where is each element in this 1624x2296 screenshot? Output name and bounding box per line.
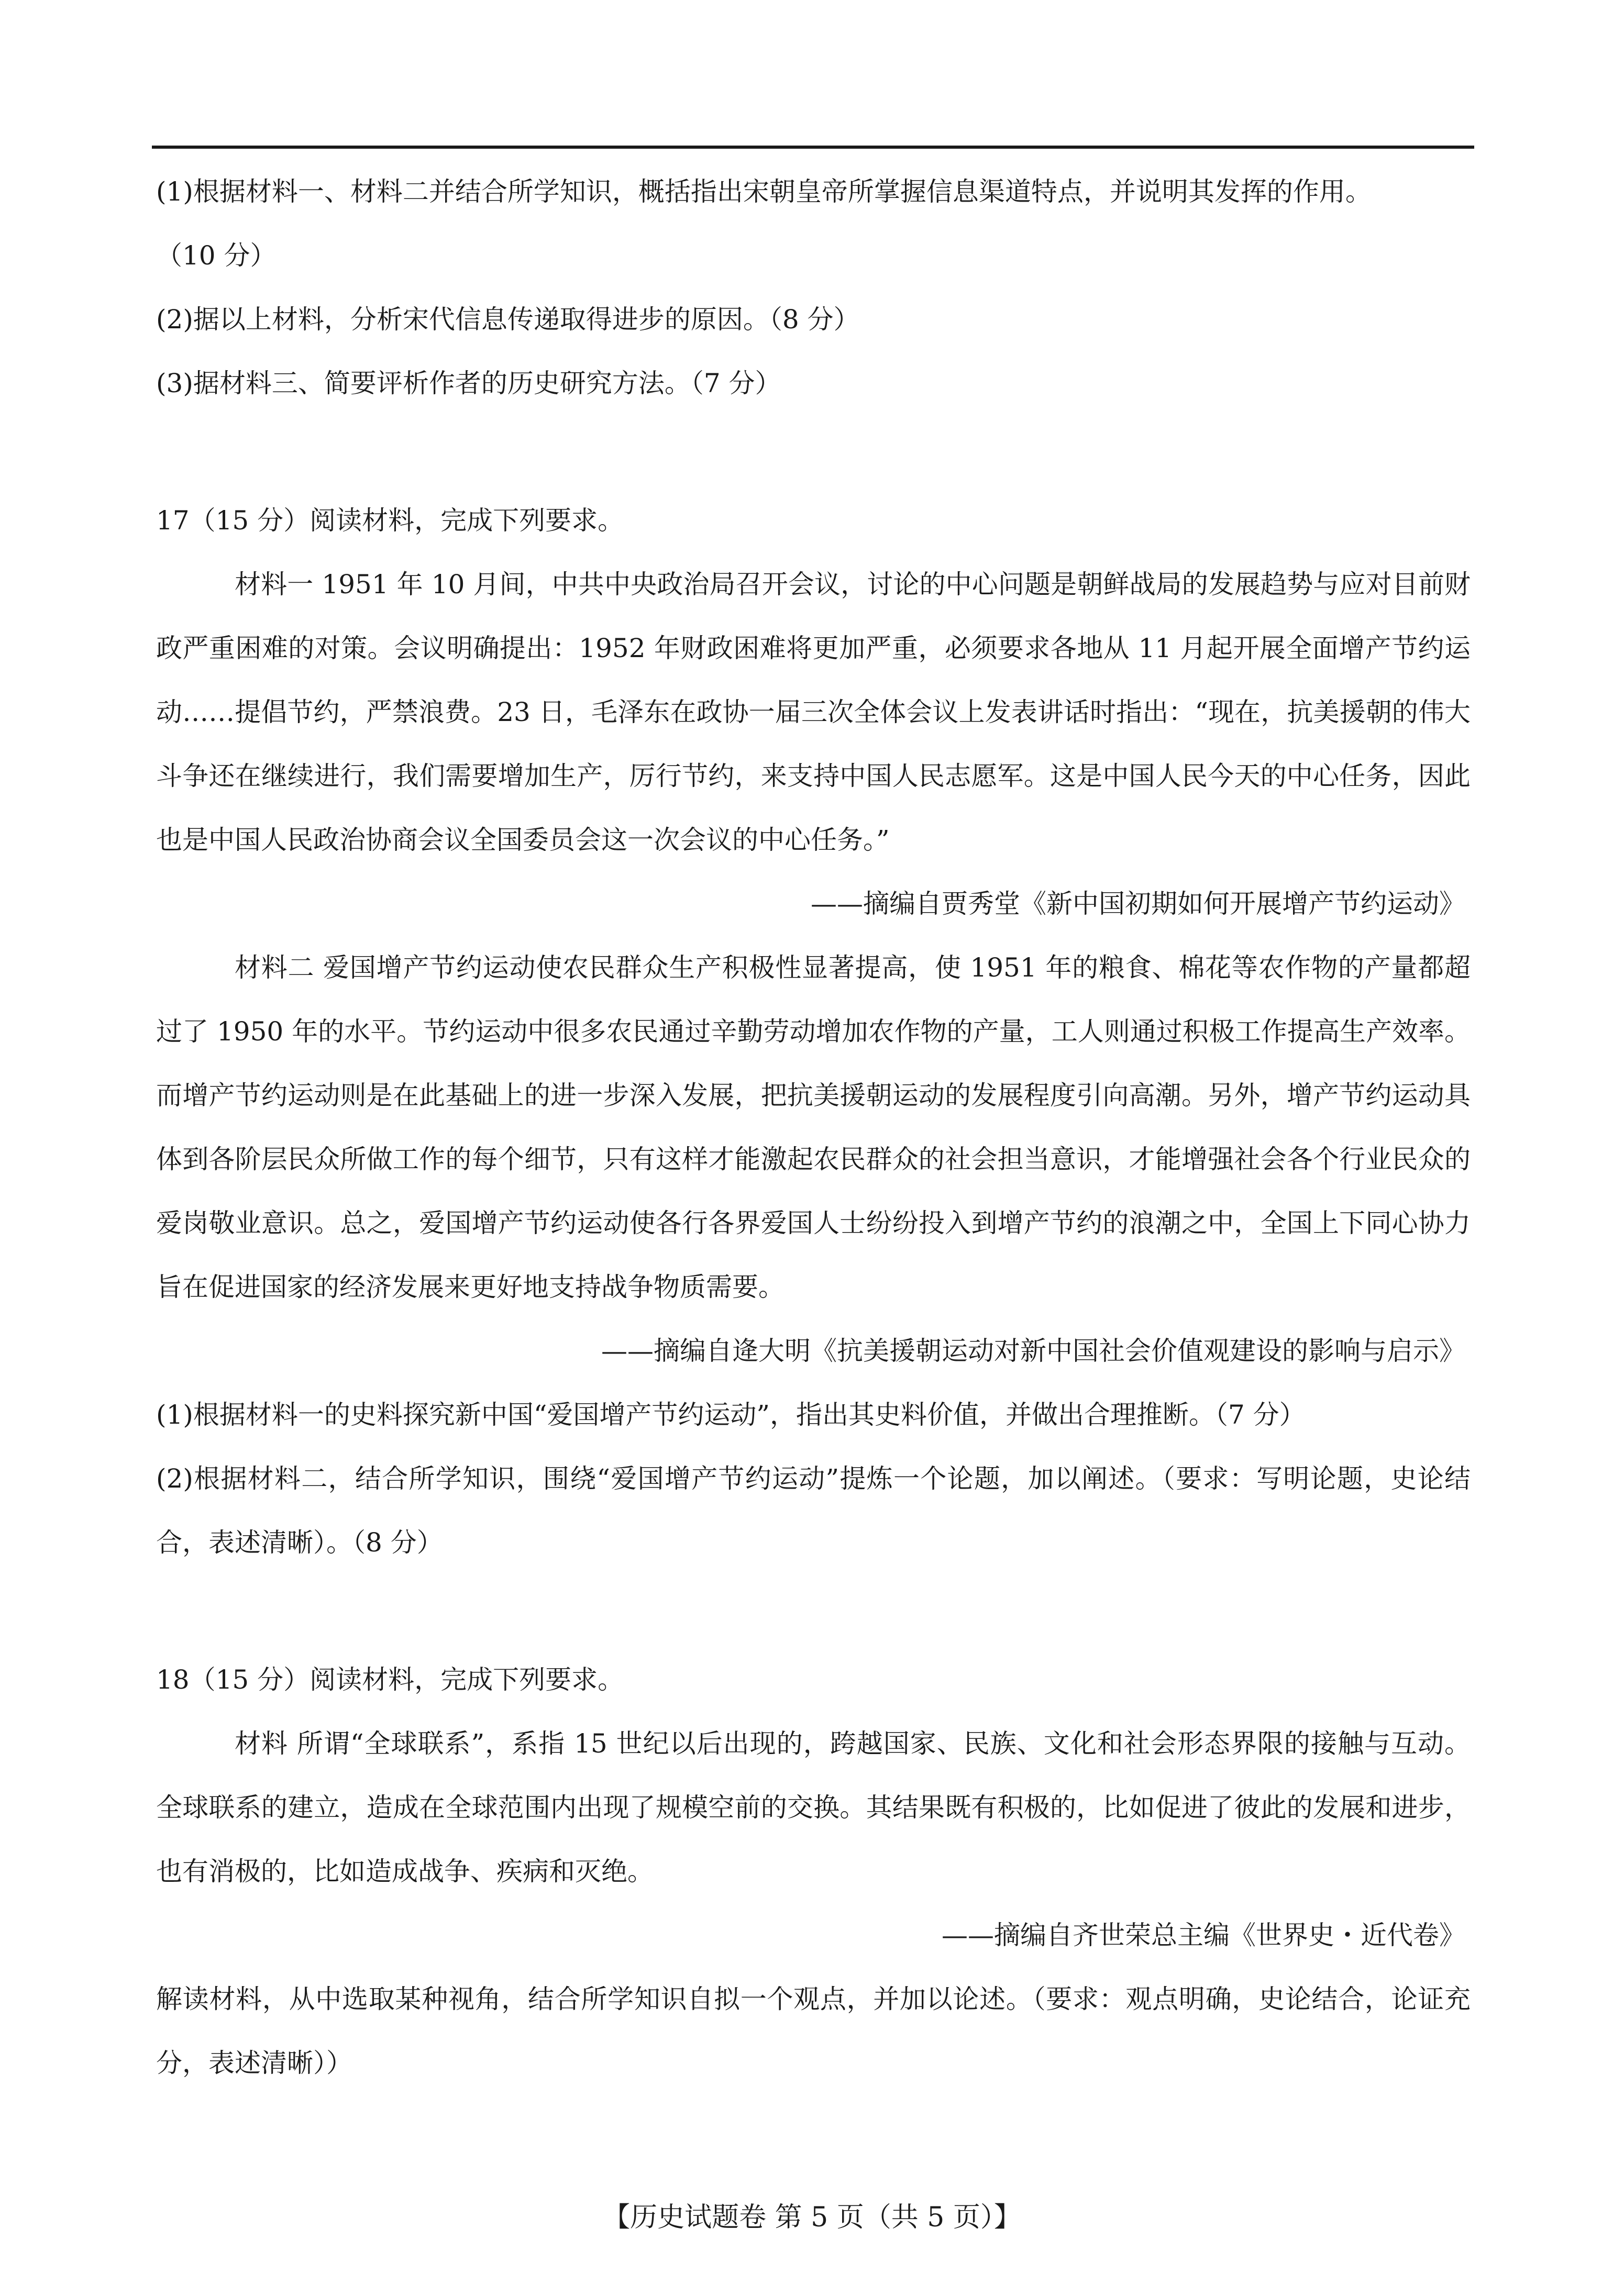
q16-question-1: (1)根据材料一、材料二并结合所学知识，概括指出宋朝皇帝所掌握信息渠道特点，并说明其发挥的作用。 bbox=[156, 176, 1372, 207]
question-17 bbox=[156, 489, 1471, 1574]
q16-subquestions bbox=[156, 160, 1471, 415]
q16-question-2: (2)据以上材料，分析宋代信息传递取得进步的原因。（8 分） bbox=[156, 304, 860, 335]
q17-material-1: 材料一 1951 年 10 月间，中共中央政治局召开会议，讨论的中心问题是朝鲜战局的发展趋势与应对目前财政严重困难的对策。会议明确提出：1952 年财政困难将更加严重，必须要求各地从 11 月起开展全面增产节约运动……提倡节约，严禁浪费。23 日，毛泽东在政协一届三次全体会议上发表讲话时指出：“现在，抗美援朝的伟大斗争还在继续进行，我们需要增加生产，厉行节约，来支持中国人民志愿军。这是中国人民今天的中心任务，因此也是中国人民政治协商会议全国委员会这一次会议的中心任务。” bbox=[156, 569, 1471, 855]
header-divider bbox=[152, 146, 1474, 149]
section-gap bbox=[156, 1574, 1471, 1648]
q17-heading: 17（15 分）阅读材料，完成下列要求。 bbox=[156, 505, 624, 536]
question-18 bbox=[156, 1648, 1471, 2095]
q16-question-1-score: （10 分） bbox=[156, 240, 277, 271]
q17-source-1: ——摘编自贾秀堂《新中国初期如何开展增产节约运动》 bbox=[811, 889, 1465, 919]
q18-heading: 18（15 分）阅读材料，完成下列要求。 bbox=[156, 1665, 624, 1695]
q16-question-3: (3)据材料三、简要评析作者的历史研究方法。（7 分） bbox=[156, 368, 781, 398]
q17-source-2: ——摘编自逄大明《抗美援朝运动对新中国社会价值观建设的影响与启示》 bbox=[601, 1336, 1465, 1366]
q17-question-2: (2)根据材料二，结合所学知识，围绕“爱国增产节约运动”提炼一个论题，加以阐述。（要求：写明论题，史论结合，表述清晰）。（8 分） bbox=[156, 1463, 1471, 1558]
page-content bbox=[156, 160, 1471, 2095]
q17-material-2: 材料二 爱国增产节约运动使农民群众生产积极性显著提高，使 1951 年的粮食、棉花等农作物的产量都超过了 1950 年的水平。节约运动中很多农民通过辛勤劳动增加农作物的产量，工人则通过积极工作提高生产效率。而增产节约运动则是在此基础上的进一步深入发展，把抗美援朝运动的发展程度引向高潮。另外，增产节约运动具体到各阶层民众所做工作的每个细节，只有这样才能激起农民群众的社会担当意识，才能增强社会各个行业民众的爱岗敬业意识。总之，爱国增产节约运动使各行各界爱国人士纷纷投入到增产节约的浪潮之中，全国上下同心协力旨在促进国家的经济发展来更好地支持战争物质需要。 bbox=[156, 952, 1471, 1302]
q18-task: 解读材料，从中选取某种视角，结合所学知识自拟一个观点，并加以论述。（要求：观点明确，史论结合，论证充分，表述清晰）） bbox=[156, 1984, 1471, 2078]
q18-source: ——摘编自齐世荣总主编《世界史・近代卷》 bbox=[942, 1920, 1465, 1950]
q17-question-1: (1)根据材料一的史料探究新中国“爱国增产节约运动”，指出其史料价值，并做出合理推断。（7 分） bbox=[156, 1400, 1306, 1430]
page-footer: 【历史试题卷 第 5 页（共 5 页）】 bbox=[603, 2202, 1021, 2233]
section-gap bbox=[156, 415, 1471, 489]
q18-material: 材料 所谓“全球联系”，系指 15 世纪以后出现的，跨越国家、民族、文化和社会形态界限的接触与互动。全球联系的建立，造成在全球范围内出现了规模空前的交换。其结果既有积极的，比如促进了彼此的发展和进步，也有消极的，比如造成战争、疾病和灭绝。 bbox=[156, 1728, 1471, 1887]
